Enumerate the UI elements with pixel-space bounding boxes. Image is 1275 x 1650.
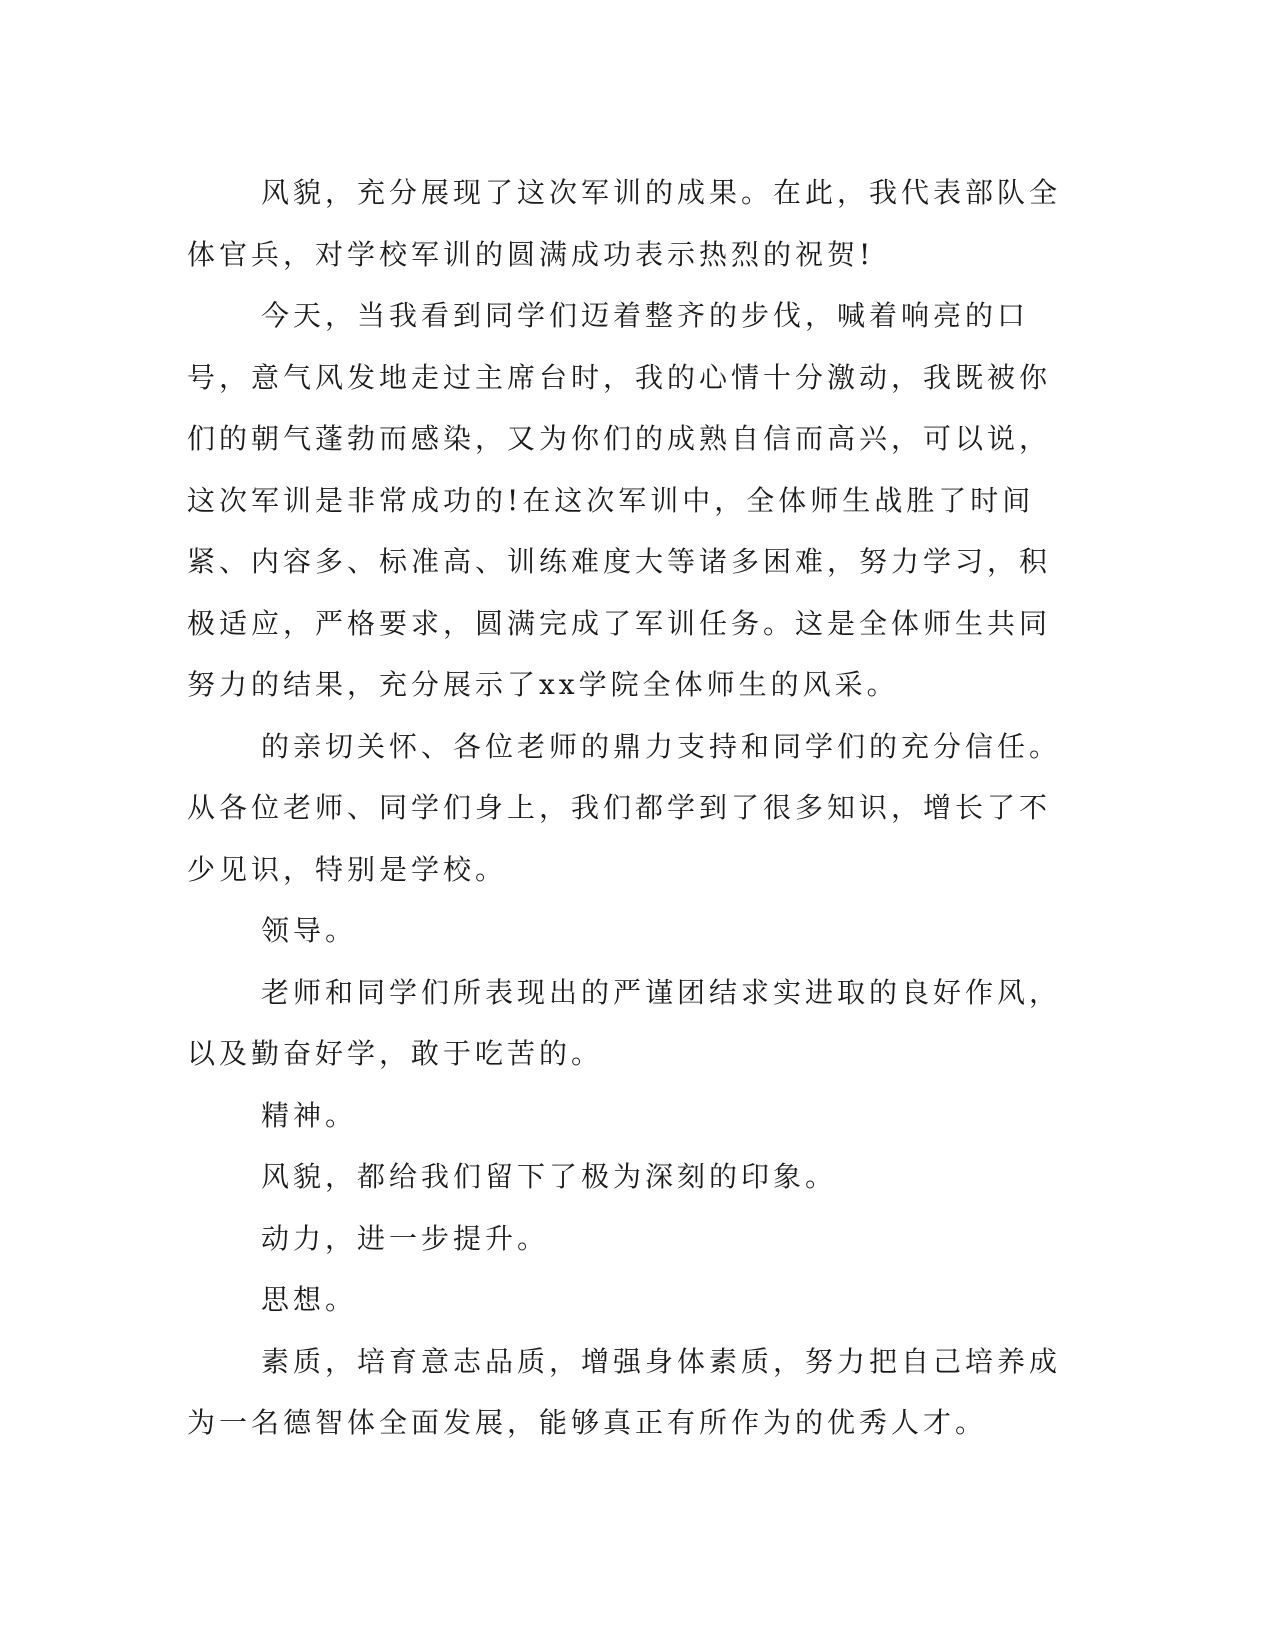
body-text [187,162,1082,1454]
paragraph: 精神。 [261,1098,358,1132]
paragraph: 老师和同学们所表现出的严谨团结求实进取的良好作风，以及勤奋好学，敢于吃苦的。 [187,975,1062,1070]
paragraph: 的亲切关怀、各位老师的鼎力支持和同学们的充分信任。从各位老师、同学们身上，我们都学到了很多知识，增长了不少见识，特别是学校。 [187,729,1062,886]
paragraph: 思想。 [261,1283,358,1316]
paragraph: 风貌，都给我们留下了极为深刻的印象。 [261,1160,838,1193]
paragraph: 动力，进一步提升。 [261,1221,550,1255]
paragraph: 领导。 [261,914,358,947]
paragraph: 素质，培育意志品质，增强身体素质，努力把自己培养成为一名德智体全面发展，能够真正有所作为的优秀人才。 [187,1344,1062,1439]
paragraph: 风貌，充分展现了这次军训的成果。在此，我代表部队全体官兵，对学校军训的圆满成功表示热烈的祝贺! [187,176,1062,271]
paragraph: 今天，当我看到同学们迈着整齐的步伐，喊着响亮的口号，意气风发地走过主席台时，我的心情十分激动，我既被你们的朝气蓬勃而感染，又为你们的成熟自信而高兴，可以说，这次军训是非常成功的!在这次军训中，全体师生战胜了时间紧、内容多、标准高、训练难度大等诸多困难，努力学习，积极适应，严格要求，圆满完成了军训任务。这是全体师生共同努力的结果，充分展示了xx学院全体师生的风采。 [187,299,1052,701]
